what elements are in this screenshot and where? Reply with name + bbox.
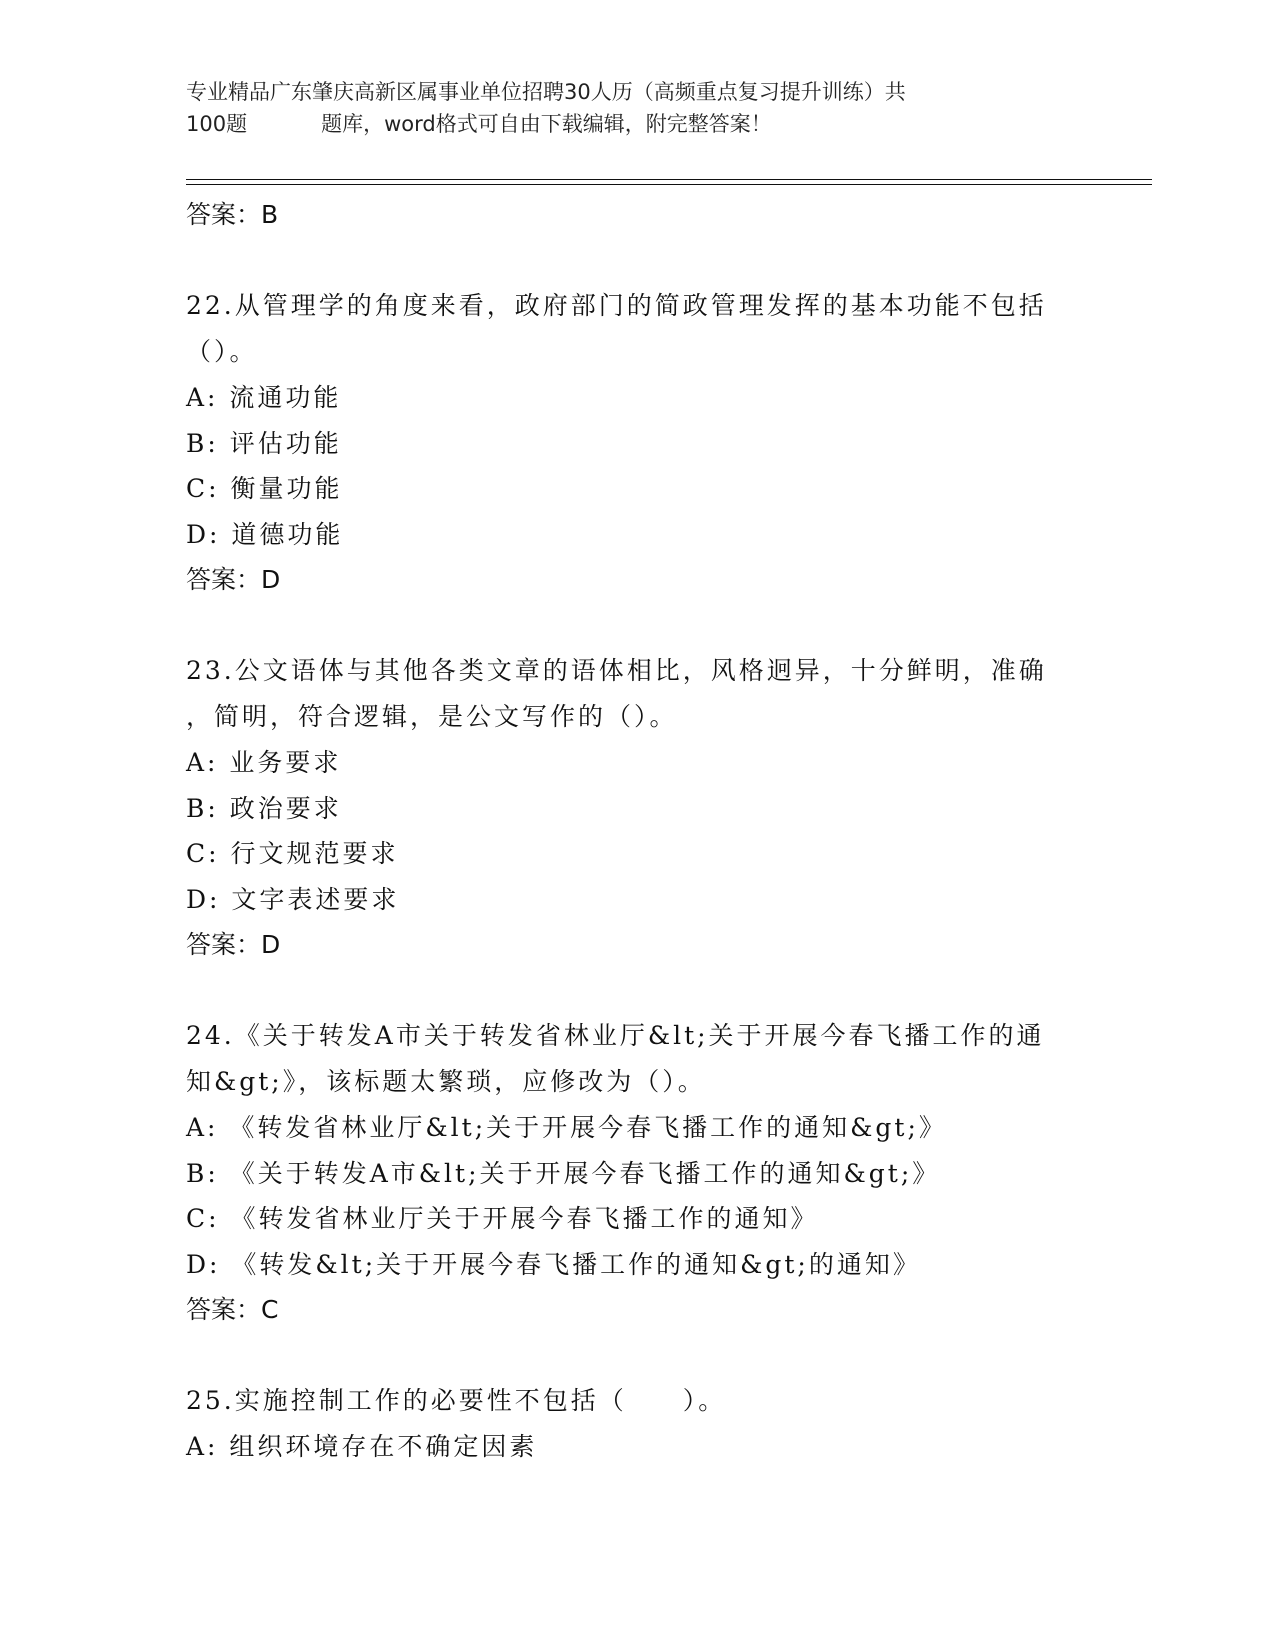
answer-line: 答案：D (186, 930, 281, 959)
question-text: 22.从管理学的角度来看，政府部门的简政管理发挥的基本功能不包括 (186, 291, 1047, 320)
option-b: B: 评估功能 (186, 428, 342, 458)
spacer (186, 238, 1086, 283)
question-block (186, 648, 1086, 968)
option-b: B: 政治要求 (186, 793, 342, 823)
question-text: 25.实施控制工作的必要性不包括（ ）。 (186, 1386, 727, 1415)
option-d: D: 《转发&lt;关于开展今春飞播工作的通知&gt;的通知》 (186, 1249, 921, 1279)
question-block (186, 1013, 1086, 1333)
question-block (186, 283, 1086, 603)
header-title-line-2 (186, 108, 1086, 140)
question-text: （）。 (186, 337, 258, 366)
spacer (186, 968, 1086, 1013)
document-header (186, 76, 1086, 140)
question-list (186, 192, 1086, 1470)
option-a: A: 流通功能 (186, 383, 342, 412)
answer-line: 答案：C (186, 1295, 279, 1324)
question-block (186, 1378, 1086, 1470)
option-a: A: 组织环境存在不确定因素 (186, 1432, 538, 1461)
answer-line: 答案：D (186, 565, 281, 594)
question-text: 知&gt;》，该标题太繁琐，应修改为（）。 (186, 1067, 706, 1096)
question-text: 24.《关于转发A市关于转发省林业厅&lt;关于开展今春飞播工作的通 (186, 1021, 1045, 1050)
question-text: ，简明，符合逻辑，是公文写作的（）。 (186, 702, 678, 731)
option-c: C: 行文规范要求 (186, 839, 399, 868)
option-b: B: 《关于转发A市&lt;关于开展今春飞播工作的通知&gt;》 (186, 1158, 941, 1188)
option-a: A: 业务要求 (186, 748, 342, 777)
previous-answer: 答案：B (186, 200, 279, 229)
header-title-line-1: 专业精品广东肇庆高新区属事业单位招聘30人历（高频重点复习提升训练）共 (186, 80, 906, 104)
spacer (186, 603, 1086, 648)
option-d: D: 文字表述要求 (186, 884, 400, 914)
option-c: C: 衡量功能 (186, 474, 343, 503)
header-question-count: 100题 (186, 112, 248, 136)
spacer (186, 1333, 1086, 1378)
option-c: C: 《转发省林业厅关于开展今春飞播工作的通知》 (186, 1204, 819, 1233)
header-rule-top (186, 179, 1152, 180)
header-rule-bottom (186, 184, 1152, 185)
option-d: D: 道德功能 (186, 519, 344, 549)
option-a: A: 《转发省林业厅&lt;关于开展今春飞播工作的通知&gt;》 (186, 1113, 947, 1142)
header-description: 题库，word格式可自由下载编辑，附完整答案！ (321, 112, 772, 136)
question-text: 23.公文语体与其他各类文章的语体相比，风格迥异，十分鲜明，准确 (186, 656, 1047, 685)
